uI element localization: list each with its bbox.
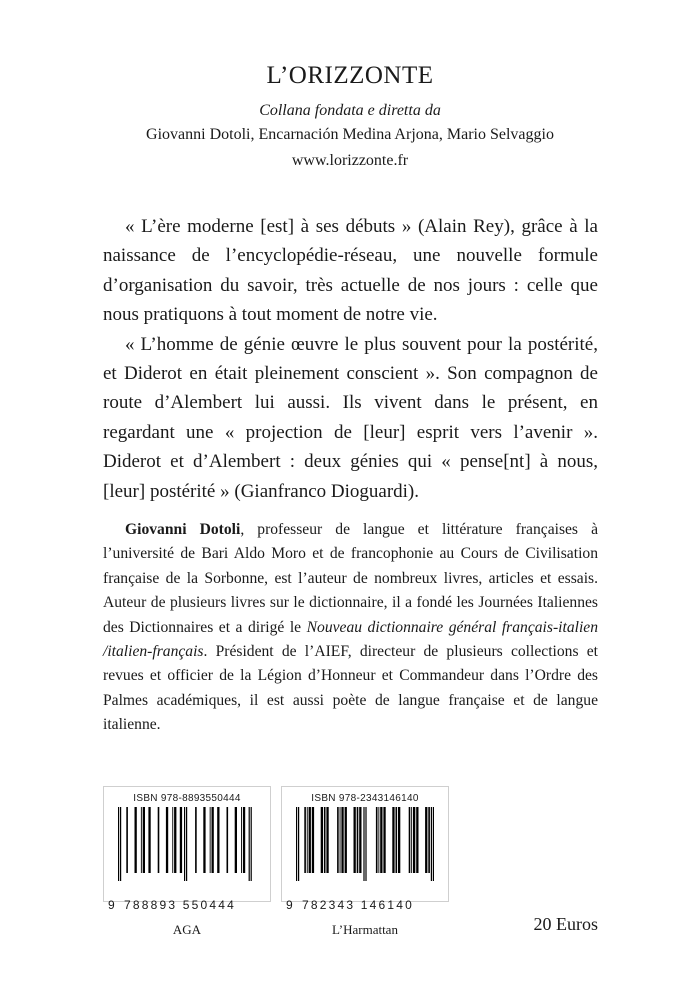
series-editors: Giovanni Dotoli, Encarnación Medina Arjona, Mario Selvaggio <box>146 126 554 143</box>
bio-text-part-1: , professeur de langue et littérature françaises à l’université de Bari Aldo Moro et de francophonie au Cours de Civilisation française de la Sorbonne, est l’auteur de nombreux livres, articles et essais. Auteur de plusieurs livres sur le dictionnaire, il a fondé les Journées Italiennes des Dictionnaires et a dirigé le <box>103 521 598 636</box>
back-cover-blurb <box>103 212 598 506</box>
barcode-harmattan <box>281 786 449 912</box>
series-url: www.lorizzonte.fr <box>291 152 409 169</box>
author-name: Giovanni Dotoli <box>125 521 241 538</box>
barcode-first-digit: 9 <box>286 898 294 912</box>
publisher-aga: AGA <box>172 922 202 937</box>
bio-paragraph <box>103 518 598 738</box>
blurb-paragraph-1: « L’ère moderne [est] à ses débuts » (Alain Rey), grâce à la naissance de l’encyclopédie-réseau, une nouvelle formule d’organisation du savoir, très actuelle de nos jours : celle que nous pratiquons à tout moment de notre vie. <box>103 216 598 326</box>
series-title: L’ORIZZONTE <box>266 62 434 89</box>
isbn-label: ISBN 978-8893550444 <box>133 793 241 804</box>
barcode-first-digit: 9 <box>108 898 116 912</box>
barcode-aga <box>103 786 271 912</box>
blurb-paragraph-2: « L’homme de génie œuvre le plus souvent pour la postérité, et Diderot en était pleinement conscient ». Son compagnon de route d’Alembert lui aussi. Ils vivent dans le présent, en regardant une « projection de [leur] esprit vers l’avenir ». Diderot et d’Alembert : deux génies qui « pense[nt] à nous, [leur] postérité » (Gianfranco Dioguardi). <box>103 333 598 502</box>
author-biography <box>103 518 598 738</box>
price: 20 Euros <box>533 914 598 934</box>
isbn-label: ISBN 978-2343146140 <box>311 793 419 804</box>
series-subtitle: Collana fondata e diretta da <box>259 102 441 119</box>
barcode-number: 788893 550444 <box>124 898 237 912</box>
book-title: Nouveau dictionnaire général français-italien /italien-français <box>103 618 598 661</box>
barcode-number: 782343 146140 <box>302 898 415 912</box>
barcode-bars <box>108 807 268 881</box>
bio-text-part-2: . Président de l’AIEF, directeur de plusieurs collections et revues et officier de la Légion d’Honneur et Commandeur dans l’Ordre des Palmes académiques, il est aussi poète de langue française et de langue italienne. <box>103 643 598 734</box>
barcode-bars <box>286 807 446 881</box>
publisher-harmattan: L’Harmattan <box>332 922 398 937</box>
